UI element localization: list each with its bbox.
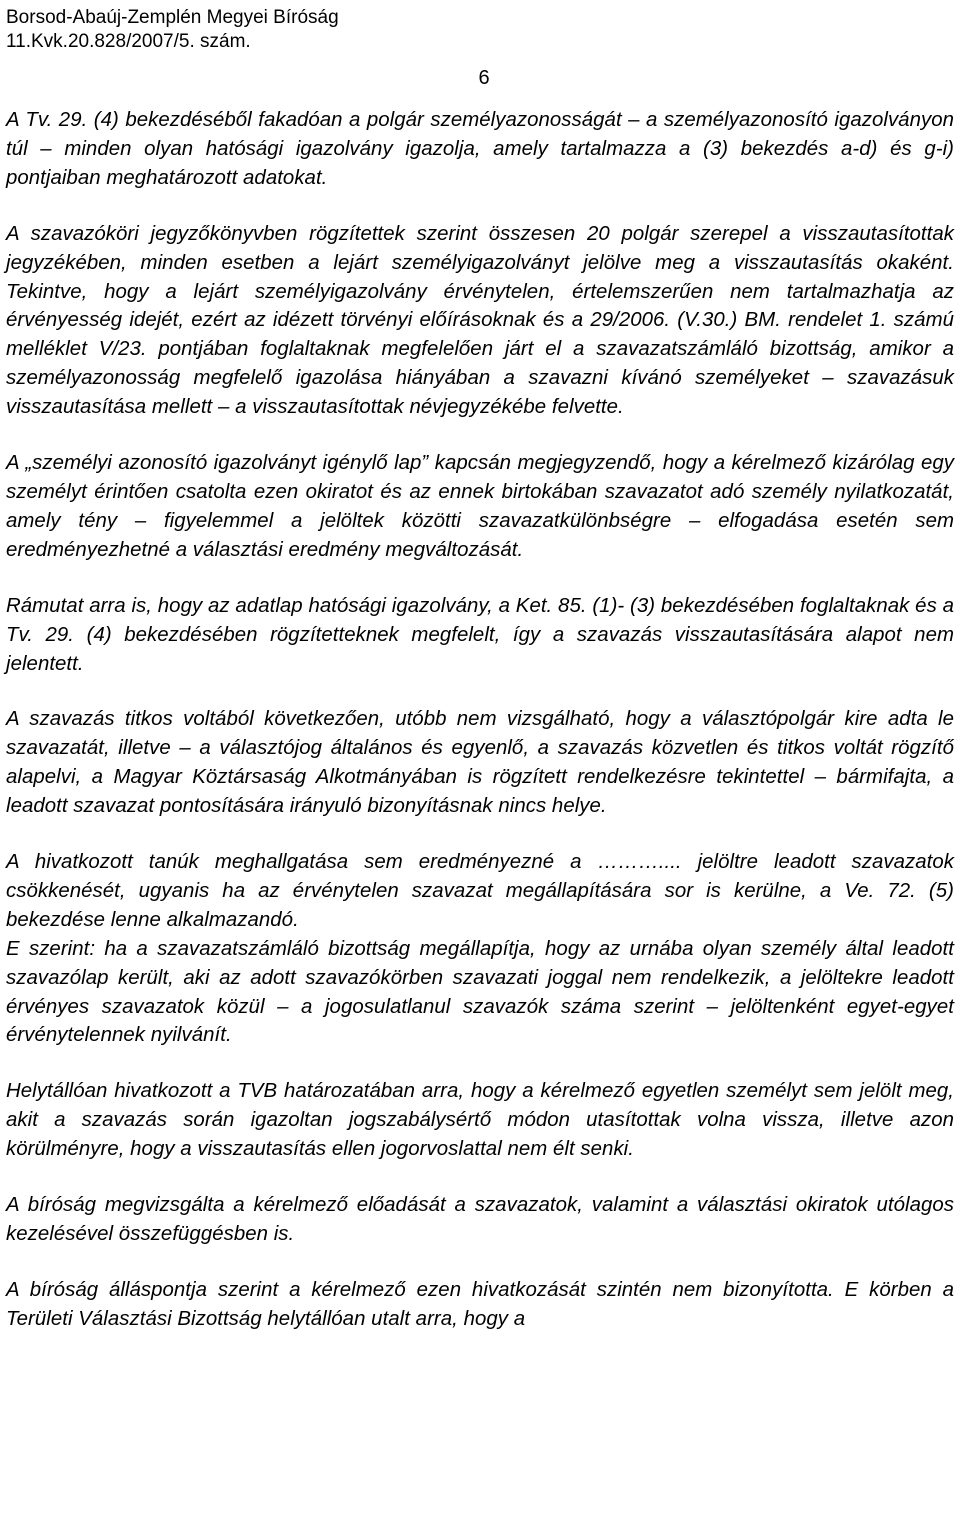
paragraph-3: A „személyi azonosító igazolványt igénylő lap” kapcsán megjegyzendő, hogy a kérelmező kizárólag egy személyt érintően csatolta ezen okiratot és az ennek birtokában szavazatot adó személy nyilatkozatát, amely tény – figyelemmel a jelöltek közötti szavazatkülönbségre – elfogadása esetén sem eredményezhetné a választási eredmény megváltozását. xyxy=(6,452,954,561)
case-number: 11.Kvk.20.828/2007/5. szám. xyxy=(6,31,251,52)
document-page xyxy=(6,0,954,1334)
paragraph-5: A szavazás titkos voltából következően, utóbb nem vizsgálható, hogy a választópolgár kire adta le szavazatát, illetve – a választójog általános és egyenlő, a szavazás közvetlen és titkos voltát rögzítő alapelvi, a Magyar Köztársaság Alkotmányában is rögzített rendelkezésre tekintettel – bármifajta, a leadott szavazat pontosítására irányuló bizonyításnak nincs helye. xyxy=(6,708,954,818)
paragraph-4: Rámutat arra is, hogy az adatlap hatósági igazolvány, a Ket. 85. (1)- (3) bekezdésében foglaltaknak és a Tv. 29. (4) bekezdésében rögzítetteknek megfelelt, így a szavazás visszautasítására alapot nem jelentett. xyxy=(6,594,954,675)
paragraph-6: A hivatkozott tanúk meghallgatása sem eredményezné a ……….... jelöltre leadott szavazatok csökkenését, ugyanis ha az érvénytelen szavazat megállapítására sor is kerülne, a Ve. 72. (5) bekezdése lenne alkalmazandó. xyxy=(6,851,954,931)
paragraph-1: A Tv. 29. (4) bekezdéséből fakadóan a polgár személyazonosságát – a személyazonosító igazolványon túl – minden olyan hatósági igazolvány igazolja, amely tartalmazza a (3) bekezdés a-d) és g-i) pontjaiban meghatározott adatokat. xyxy=(6,109,954,189)
page-number: 6 xyxy=(478,67,490,89)
paragraph-7: E szerint: ha a szavazatszámláló bizottság megállapítja, hogy az urnába olyan személy által leadott szavazólap került, aki az adott szavazókörben szavazati joggal nem rendelkezik, a jelöltekre leadott érvényes szavazatok közül – a jogosulatlanul szavazók száma szerint – jelöltenként egyet-egyet érvénytelennek nyilvánít. xyxy=(6,937,954,1047)
paragraph-10: A bíróság álláspontja szerint a kérelmező ezen hivatkozását szintén nem bizonyította. E körben a Területi Választási Bizottság helytállóan utalt arra, hogy a xyxy=(6,1278,954,1330)
court-name: Borsod-Abaúj-Zemplén Megyei Bíróság xyxy=(6,7,339,28)
paragraph-2: A szavazóköri jegyzőkönyvben rögzítettek szerint összesen 20 polgár szerepel a visszautasítottak jegyzékében, minden esetben a lejárt személyigazolványt jelölve meg a visszautasítás okaként. Tekintve, hogy a lejárt személyigazolvány érvénytelen, értelemszerűen nem tartalmazhatja az érvényesség idejét, ezért az idézett törvényi előírásoknak és a 29/2006. (V.30.) BM. rendelet 1. számú melléklet V/23. pontjában foglaltaknak megfelelően járt el a szavazatszámláló bizottság, amikor a személyazonosság megfelelő igazolása hiányában a szavazni kívánó személyeket – szavazásuk visszautasítása mellett – a visszautasítottak névjegyzékébe felvette. xyxy=(6,222,954,419)
document-header xyxy=(6,6,954,54)
paragraph-9: A bíróság megvizsgálta a kérelmező előadását a szavazatok, valamint a választási okiratok utólagos kezelésével összefüggésben is. xyxy=(6,1194,954,1245)
paragraph-8: Helytállóan hivatkozott a TVB határozatában arra, hogy a kérelmező egyetlen személyt sem jelölt meg, akit a szavazás során igazoltan jogszabálysértő módon utasítottak volna vissza, illetve azon körülményre, hogy a visszautasítás ellen jogorvoslattal nem élt senki. xyxy=(6,1080,954,1161)
